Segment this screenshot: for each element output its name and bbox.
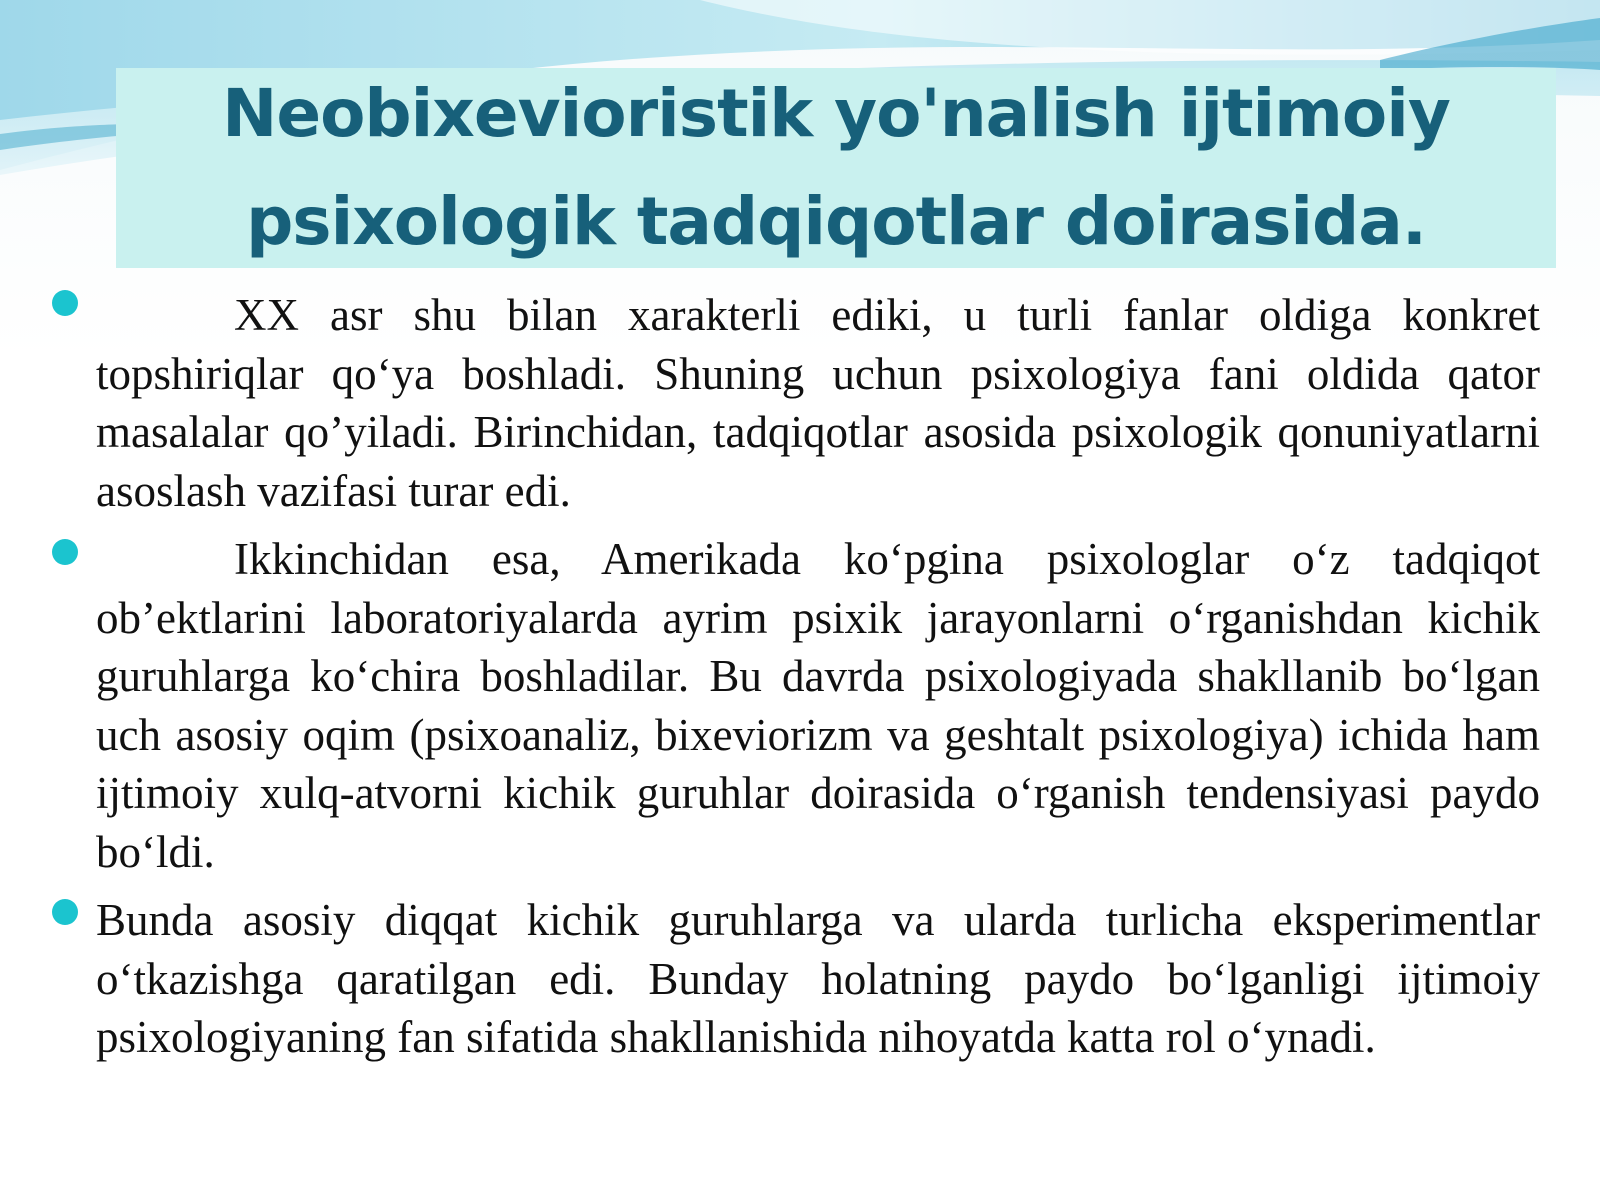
bullet-dot-icon: [52, 290, 78, 316]
bullet-list: [48, 286, 1540, 1067]
bullet-item: [48, 530, 1540, 881]
bullet-dot-icon: [52, 539, 78, 565]
bullet-text: Ikkinchidan esa, Amerikada ko‘pgina psixologlar o‘z tadqiqot ob’ektlarini laboratoriyalarda ayrim psixik jarayonlarni o‘rganishdan kichik guruhlarga ko‘chira boshladilar. Bu davrda psixologiyada shakllanib bo‘lgan uch asosiy oqim (psixoanaliz, bixeviorizm va geshtalt psixologiya) ichida ham ijtimoiy xulq-atvorni kichik guruhlar doirasida o‘rganish tendensiyasi paydo bo‘ldi.: [96, 534, 1540, 877]
bullet-text: XX asr shu bilan xarakterli ediki, u turli fanlar oldiga konkret topshiriqlar qo‘ya boshladi. Shuning uchun psixologiya fani oldida qator masalalar qo’yiladi. Birinchidan, tadqiqotlar asosida psixologik qonuniyatlarni asoslash vazifasi turar edi.: [96, 290, 1540, 516]
bullet-item: [48, 286, 1540, 520]
title-box: [116, 68, 1556, 268]
slide-title: Neobixevioristik yo'nalish ijtimoiy psixologik tadqiqotlar doirasida.: [222, 75, 1450, 260]
bullet-text: Bunda asosiy diqqat kichik guruhlarga va ularda turlicha eksperimentlar o‘tkazishga qaratilgan edi. Bunday holatning paydo bo‘lganligi ijtimoiy psixologiyaning fan sifatida shakllanishida nihoyatda katta rol o‘ynadi.: [96, 895, 1540, 1062]
bullet-item: [48, 891, 1540, 1067]
bullet-dot-icon: [52, 899, 78, 925]
